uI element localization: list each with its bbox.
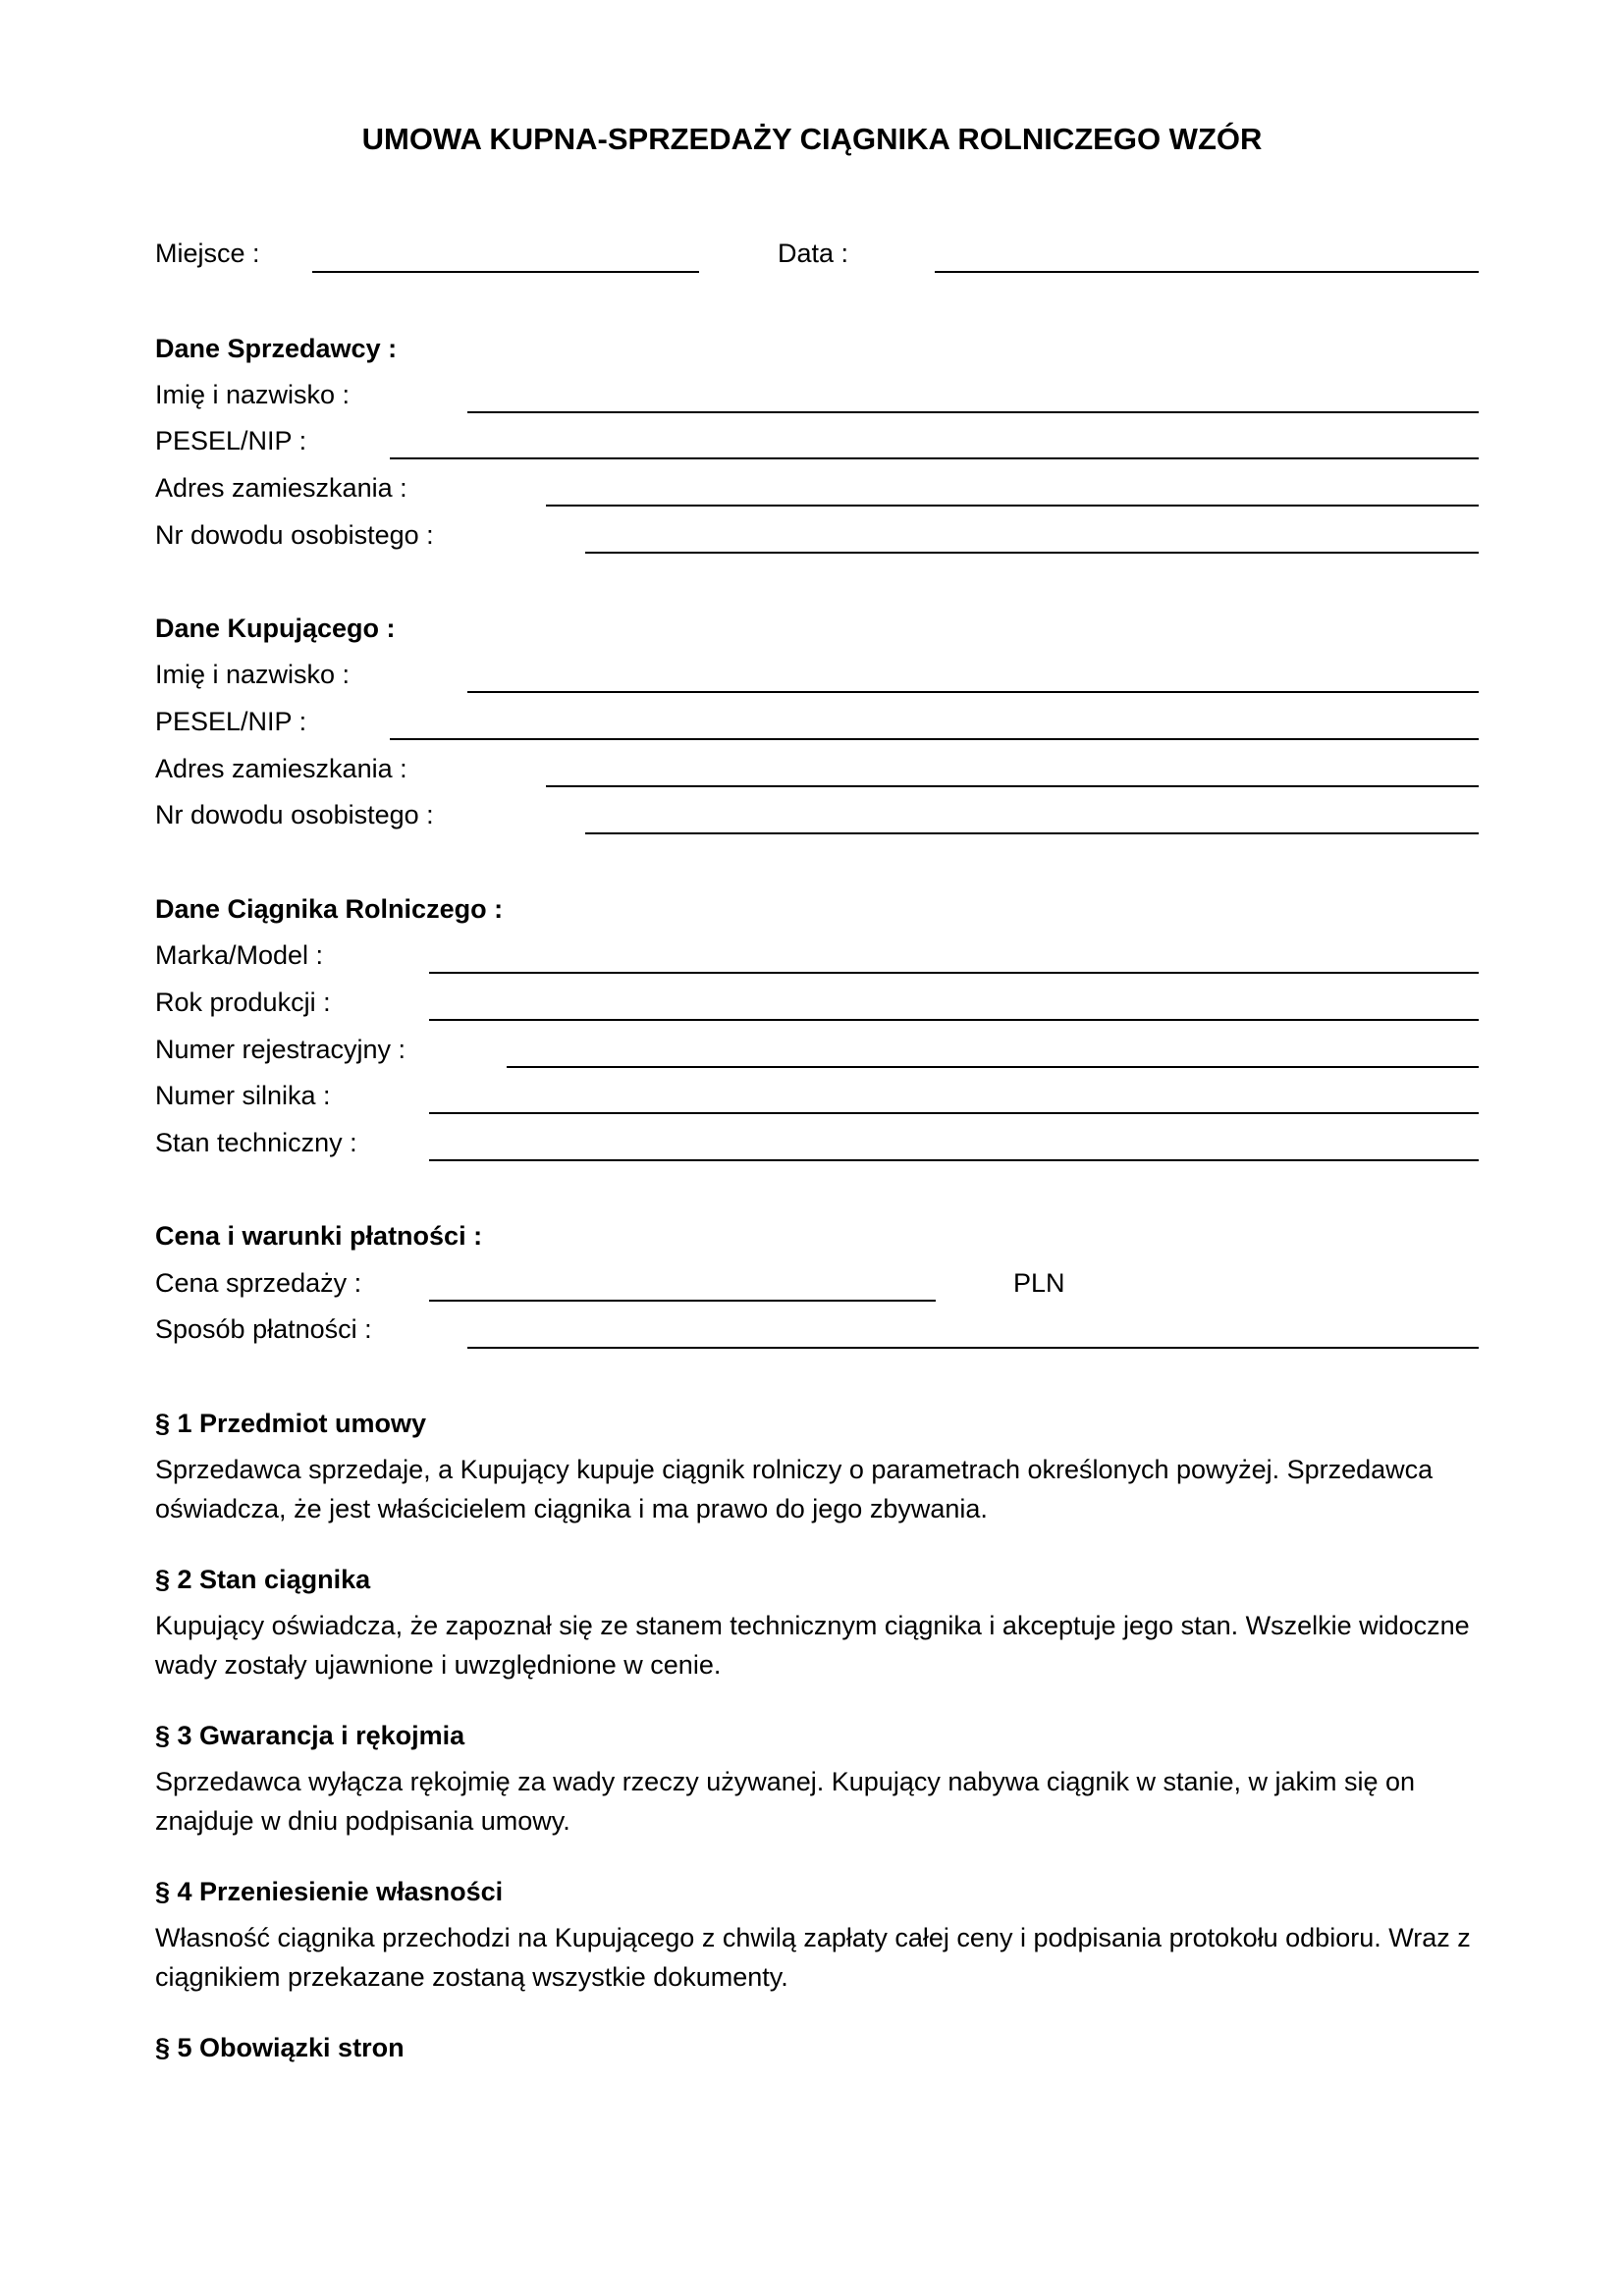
tractor-condition-field[interactable]: [429, 1159, 1479, 1161]
seller-id-label: Nr dowodu osobistego :: [155, 520, 434, 550]
section-2-heading: § 2 Stan ciągnika: [155, 1565, 371, 1594]
tractor-heading: Dane Ciągnika Rolniczego :: [155, 894, 504, 924]
buyer-pesel-label: PESEL/NIP :: [155, 707, 307, 736]
buyer-address-label: Adres zamieszkania :: [155, 754, 407, 783]
price-label: Cena sprzedaży :: [155, 1268, 362, 1298]
seller-pesel-field[interactable]: [390, 457, 1479, 459]
place-field[interactable]: [312, 271, 699, 273]
currency-label: PLN: [1013, 1268, 1065, 1298]
seller-address-field[interactable]: [546, 505, 1479, 507]
tractor-year-field[interactable]: [429, 1019, 1479, 1021]
seller-id-field[interactable]: [585, 552, 1479, 554]
seller-heading: Dane Sprzedawcy :: [155, 334, 398, 363]
section-5-heading: § 5 Obowiązki stron: [155, 2033, 405, 2062]
section-4-heading: § 4 Przeniesienie własności: [155, 1877, 504, 1906]
seller-address-label: Adres zamieszkania :: [155, 473, 407, 503]
section-2-text: Kupujący oświadcza, że zapoznał się ze stanem technicznym ciągnika i akceptuje jego stan. Wszelkie widoczne wady zostały ujawnione i uwzględnione w cenie.: [155, 1611, 1470, 1680]
buyer-name-field[interactable]: [467, 691, 1479, 693]
buyer-address-field[interactable]: [546, 785, 1479, 787]
buyer-id-label: Nr dowodu osobistego :: [155, 800, 434, 829]
payment-method-label: Sposób płatności :: [155, 1314, 372, 1344]
buyer-heading: Dane Kupującego :: [155, 614, 396, 643]
seller-name-label: Imię i nazwisko :: [155, 380, 351, 409]
section-1-heading: § 1 Przedmiot umowy: [155, 1409, 427, 1438]
tractor-model-field[interactable]: [429, 972, 1479, 974]
tractor-registration-field[interactable]: [507, 1066, 1479, 1068]
payment-heading: Cena i warunki płatności :: [155, 1221, 483, 1251]
buyer-pesel-field[interactable]: [390, 738, 1479, 740]
price-field[interactable]: [429, 1300, 936, 1302]
tractor-engine-field[interactable]: [429, 1112, 1479, 1114]
tractor-condition-label: Stan techniczny :: [155, 1128, 357, 1157]
document-title: UMOWA KUPNA-SPRZEDAŻY CIĄGNIKA ROLNICZEGO WZÓR: [361, 122, 1263, 156]
tractor-registration-label: Numer rejestracyjny :: [155, 1035, 406, 1064]
tractor-year-label: Rok produkcji :: [155, 988, 331, 1017]
payment-method-field[interactable]: [467, 1347, 1479, 1349]
date-field[interactable]: [935, 271, 1479, 273]
tractor-model-label: Marka/Model :: [155, 940, 324, 970]
section-3-text: Sprzedawca wyłącza rękojmię za wady rzeczy używanej. Kupujący nabywa ciągnik w stanie, w jakim się on znajduje w dniu podpisania umowy.: [155, 1767, 1416, 1836]
section-1-text: Sprzedawca sprzedaje, a Kupujący kupuje ciągnik rolniczy o parametrach określonych powyżej. Sprzedawca oświadcza, że jest właścicielem ciągnika i ma prawo do jego zbywania.: [155, 1455, 1434, 1523]
date-label: Data :: [778, 239, 849, 268]
buyer-name-label: Imię i nazwisko :: [155, 660, 351, 689]
seller-pesel-label: PESEL/NIP :: [155, 426, 307, 455]
section-4-text: Własność ciągnika przechodzi na Kupującego z chwilą zapłaty całej ceny i podpisania protokołu odbioru. Wraz z ciągnikiem przekazane zostaną wszystkie dokumenty.: [155, 1923, 1471, 1992]
tractor-engine-label: Numer silnika :: [155, 1081, 331, 1110]
place-label: Miejsce :: [155, 239, 260, 268]
seller-name-field[interactable]: [467, 411, 1479, 413]
section-3-heading: § 3 Gwarancja i rękojmia: [155, 1721, 465, 1750]
buyer-id-field[interactable]: [585, 832, 1479, 834]
